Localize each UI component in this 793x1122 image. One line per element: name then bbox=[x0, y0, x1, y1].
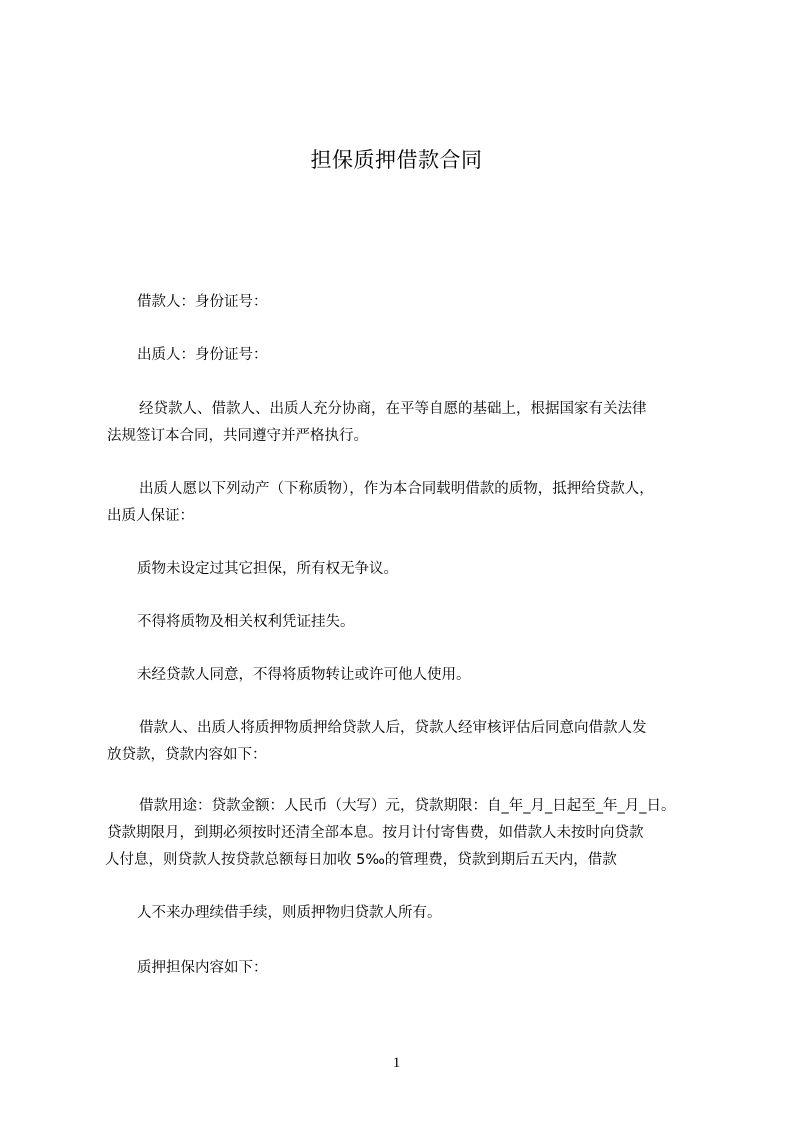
paragraph-line: 出质人保证： bbox=[107, 508, 194, 524]
document-title: 担保质押借款合同 bbox=[310, 148, 483, 172]
paragraph-line: 未经贷款人同意，不得将质物转让或许可他人使用。 bbox=[137, 667, 471, 683]
paragraph-line: 出质人愿以下列动产（下称质物），作为本合同载明借款的质物，抵押给贷款人， bbox=[139, 481, 654, 497]
paragraph-guarantee-1 bbox=[105, 556, 725, 583]
paragraph-line: 借款人：身份证号： bbox=[137, 294, 268, 310]
paragraph-line: 经贷款人、借款人、出质人充分协商，在平等自愿的基础上，根据国家有关法律 bbox=[139, 401, 647, 417]
paragraph-pledgor bbox=[105, 342, 725, 369]
paragraph-line: 法规签订本合同，共同遵守并严格执行。 bbox=[107, 428, 368, 444]
paragraph-line: 人付息，则贷款人按贷款总额每日加收 5‰的管理费，贷款到期后五天内，借款 bbox=[105, 852, 617, 868]
paragraph-line: 借款用途：贷款金额：人民币（大写）元，贷款期限：自_年_月_日起至_年_月_日。 bbox=[139, 798, 676, 814]
paragraph-loan-terms bbox=[105, 793, 725, 874]
page-number: 1 bbox=[392, 1055, 401, 1071]
paragraph-line: 质物未设定过其它担保，所有权无争议。 bbox=[137, 561, 398, 577]
paragraph-line: 出质人：身份证号： bbox=[137, 347, 268, 363]
paragraph-renewal bbox=[105, 900, 725, 927]
paragraph-agreement bbox=[105, 396, 725, 450]
paragraph-line: 人不来办理续借手续，则质押物归贷款人所有。 bbox=[137, 905, 442, 921]
paragraph-line: 贷款期限月，到期必须按时还清全部本息。按月计付寄售费，如借款人未按时向贷款 bbox=[107, 825, 644, 841]
paragraph-guarantee-3 bbox=[105, 662, 725, 689]
paragraph-line: 放贷款，贷款内容如下： bbox=[107, 747, 267, 763]
paragraph-loan-intro bbox=[105, 715, 725, 769]
paragraph-pledge-content bbox=[105, 955, 725, 982]
paragraph-line: 借款人、出质人将质押物质押给贷款人后，贷款人经审核评估后同意向借款人发 bbox=[139, 720, 647, 736]
paragraph-pledge-goods bbox=[105, 476, 725, 530]
paragraph-line: 质押担保内容如下： bbox=[137, 960, 268, 976]
paragraph-line: 不得将质物及相关权利凭证挂失。 bbox=[137, 614, 355, 630]
paragraph-borrower bbox=[105, 289, 725, 316]
paragraph-guarantee-2 bbox=[105, 609, 725, 636]
